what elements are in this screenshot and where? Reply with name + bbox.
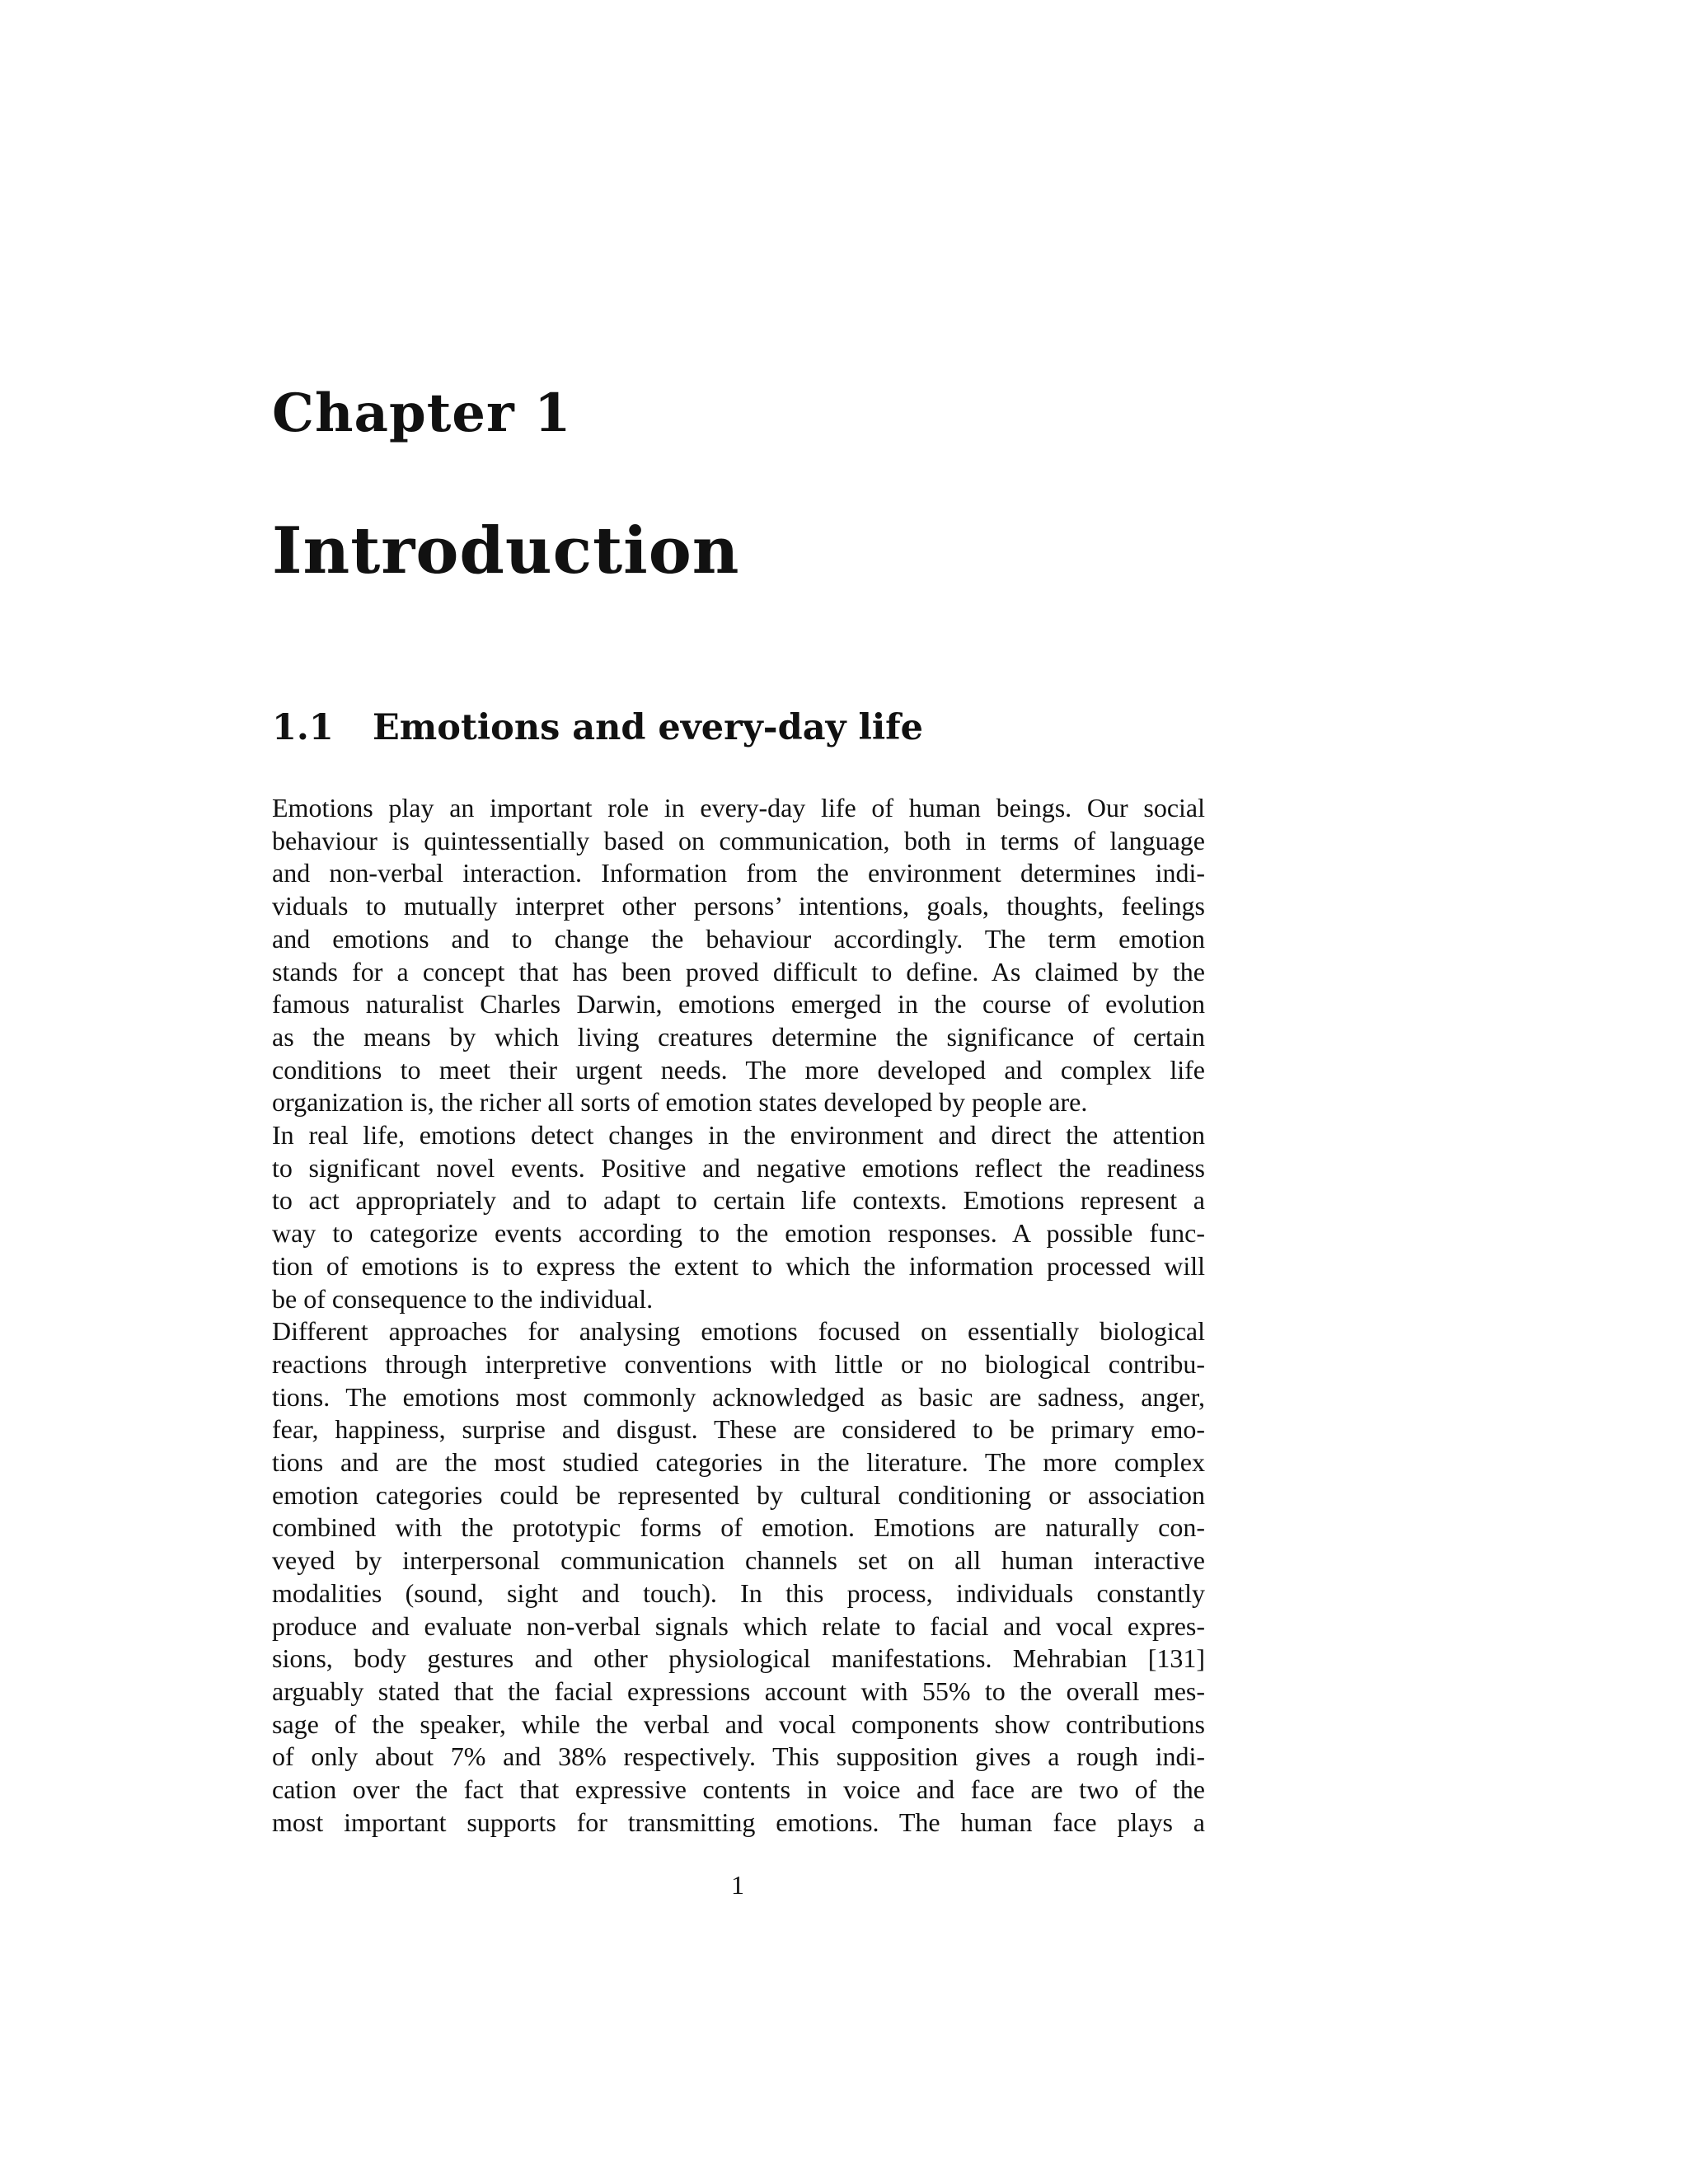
text-line: conditions to meet their urgent needs. The more developed and complex life [272, 1054, 1205, 1085]
text-line: modalities (sound, sight and touch). In this process, individuals constantly [272, 1577, 1205, 1608]
section-number: 1.1 [272, 707, 334, 748]
section-heading [272, 707, 924, 748]
text-line: Different approaches for analysing emotions focused on essentially biological [272, 1316, 1205, 1347]
text-line: stands for a concept that has been proved difficult to define. As claimed by the [272, 956, 1205, 987]
text-line: sage of the speaker, while the verbal and vocal components show contributions [272, 1708, 1205, 1739]
text-line: tions. The emotions most commonly acknowledged as basic are sadness, anger, [272, 1381, 1205, 1412]
text-line: reactions through interpretive conventions with little or no biological contribu- [272, 1348, 1205, 1379]
text-line: famous naturalist Charles Darwin, emotions emerged in the course of evolution [272, 989, 1205, 1019]
body-text [272, 792, 1205, 1840]
text-line: produce and evaluate non-verbal signals which relate to facial and vocal expres- [272, 1610, 1205, 1641]
text-line: veyed by interpersonal communication channels set on all human interactive [272, 1545, 1205, 1576]
text-line: to significant novel events. Positive and negative emotions reflect the readiness [272, 1152, 1205, 1183]
text-line: fear, happiness, surprise and disgust. These are considered to be primary emo- [272, 1414, 1205, 1445]
paragraph-3 [272, 1315, 1205, 1839]
paragraph-1 [272, 792, 1205, 1119]
chapter-title: Introduction [272, 513, 740, 588]
text-line: be of consequence to the individual. [272, 1283, 654, 1314]
text-line: and emotions and to change the behaviour accordingly. The term emotion [272, 923, 1205, 954]
text-line: tion of emotions is to express the extent to which the information processed will [272, 1250, 1205, 1281]
text-line: organization is, the richer all sorts of emotion states developed by people are. [272, 1087, 1088, 1118]
paragraph-2 [272, 1119, 1205, 1315]
text-line: emotion categories could be represented by cultural conditioning or association [272, 1479, 1205, 1510]
text-line: and non-verbal interaction. Information from the environment determines indi- [272, 858, 1205, 888]
text-line: arguably stated that the facial expressions account with 55% to the overall mes- [272, 1675, 1205, 1706]
text-line: as the means by which living creatures determine the significance of certain [272, 1021, 1205, 1052]
text-line: tions and are the most studied categories in the literature. The more complex [272, 1447, 1205, 1478]
text-line: cation over the fact that expressive contents in voice and face are two of the [272, 1774, 1205, 1805]
text-line: In real life, emotions detect changes in the environment and direct the attention [272, 1120, 1205, 1151]
text-line: to act appropriately and to adapt to certain life contexts. Emotions represent a [272, 1185, 1205, 1216]
text-line: viduals to mutually interpret other persons’ intentions, goals, thoughts, feelings [272, 891, 1205, 921]
text-line: combined with the prototypic forms of emotion. Emotions are naturally con- [272, 1512, 1205, 1543]
text-line: behaviour is quintessentially based on communication, both in terms of language [272, 825, 1205, 855]
text-line: most important supports for transmitting emotions. The human face plays a [272, 1807, 1205, 1837]
chapter-label: Chapter 1 [272, 382, 572, 444]
section-title: Emotions and every-day life [373, 707, 924, 748]
page-number: 1 [731, 1870, 744, 1900]
text-line: Emotions play an important role in every-day life of human beings. Our social [272, 793, 1205, 823]
text-line: of only about 7% and 38% respectively. This supposition gives a rough indi- [272, 1741, 1205, 1772]
text-line: way to categorize events according to the emotion responses. A possible func- [272, 1218, 1205, 1249]
text-line: sions, body gestures and other physiological manifestations. Mehrabian [131] [272, 1643, 1205, 1674]
